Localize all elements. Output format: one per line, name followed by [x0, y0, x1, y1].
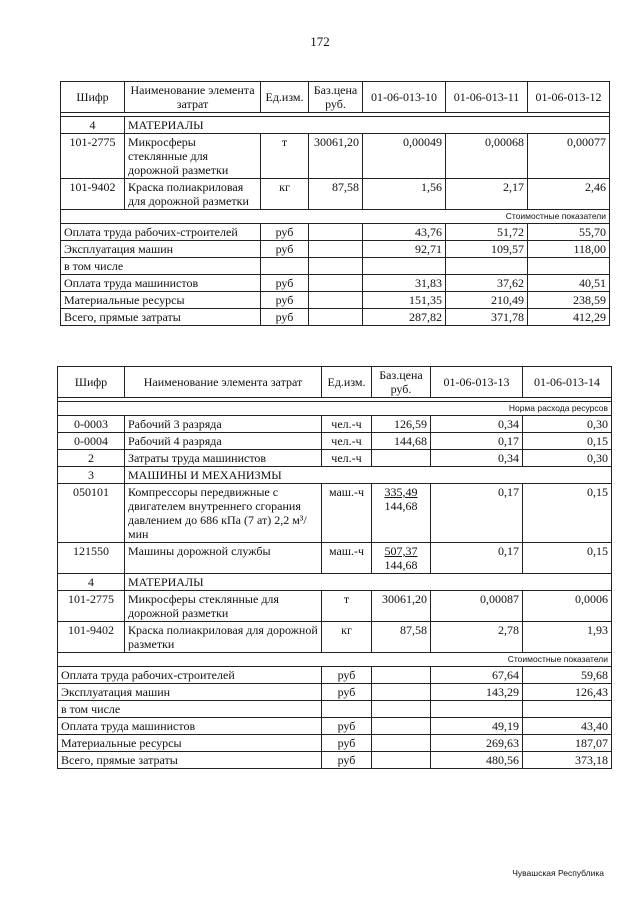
norm-caption: Норма расхода ресурсов [58, 402, 612, 416]
footer-region: Чувашская Республика [512, 868, 604, 878]
base-price: 126,59 [372, 416, 431, 433]
value-cell: 0,17 [431, 484, 523, 543]
value-cell: 371,78 [446, 309, 528, 326]
value-cell [446, 258, 528, 275]
column-header: Баз.цена руб. [372, 367, 431, 398]
cost-name: Эксплуатация машин [61, 241, 261, 258]
value-cell: 143,29 [431, 684, 523, 701]
column-header: 01-06-013-10 [363, 82, 446, 113]
value-cell: 0,34 [431, 416, 523, 433]
base-price: 87,58 [309, 179, 363, 210]
cost-row [58, 752, 612, 769]
cost-row [58, 735, 612, 752]
value-cell: 0,30 [523, 416, 612, 433]
column-header: Ед.изм. [322, 367, 372, 398]
unit-cell: руб [261, 309, 309, 326]
column-header: Баз.цена руб. [309, 82, 363, 113]
value-cell: 287,82 [363, 309, 446, 326]
base-price [372, 718, 431, 735]
column-header: Шифр [58, 367, 125, 398]
table-row [58, 433, 612, 450]
operator-price: 144,68 [384, 499, 418, 513]
resource-code: 2 [58, 450, 125, 467]
base-price [309, 309, 363, 326]
value-cell: 43,76 [363, 224, 446, 241]
base-price: 144,68 [372, 433, 431, 450]
unit-cell: руб [261, 275, 309, 292]
base-price [309, 241, 363, 258]
value-cell: 67,64 [431, 667, 523, 684]
section-row [58, 467, 612, 484]
column-header: Наименование элемента затрат [125, 82, 261, 113]
resource-name: Рабочий 3 разряда [125, 416, 322, 433]
base-price [309, 258, 363, 275]
section-title: МАШИНЫ И МЕХАНИЗМЫ [125, 467, 612, 484]
cost-name: Всего, прямые затраты [61, 309, 261, 326]
section-code: 4 [61, 117, 125, 134]
cost-caption: Стоимостные показатели [58, 653, 612, 667]
unit-cell: т [322, 591, 372, 622]
cost-caption: Стоимостные показатели [61, 210, 610, 224]
cost-name: Материальные ресурсы [58, 735, 322, 752]
value-cell: 2,17 [446, 179, 528, 210]
unit-cell: кг [322, 622, 372, 653]
value-cell: 37,62 [446, 275, 528, 292]
value-cell: 59,68 [523, 667, 612, 684]
resource-table-1 [60, 81, 610, 326]
column-header: Наименование элемента затрат [125, 367, 322, 398]
resource-code: 0-0003 [58, 416, 125, 433]
value-cell [523, 701, 612, 718]
value-cell: 0,00077 [528, 134, 610, 179]
resource-name: Затраты труда машинистов [125, 450, 322, 467]
header-row [58, 367, 612, 398]
header-row [61, 82, 610, 113]
section-code: 4 [58, 574, 125, 591]
base-price [309, 224, 363, 241]
cost-row [61, 258, 610, 275]
resource-code: 101-2775 [61, 134, 125, 179]
table-row [58, 543, 612, 574]
cost-row [58, 684, 612, 701]
unit-cell: руб [261, 224, 309, 241]
unit-cell [261, 258, 309, 275]
value-cell: 238,59 [528, 292, 610, 309]
base-price [372, 667, 431, 684]
unit-cell: руб [322, 735, 372, 752]
value-cell: 373,18 [523, 752, 612, 769]
table-row [58, 416, 612, 433]
resource-code: 050101 [58, 484, 125, 543]
caption-row [61, 210, 610, 224]
table-row [61, 134, 610, 179]
value-cell: 43,40 [523, 718, 612, 735]
column-header: 01-06-013-14 [523, 367, 612, 398]
section-code: 3 [58, 467, 125, 484]
table-row [58, 450, 612, 467]
unit-cell: руб [322, 718, 372, 735]
base-price [372, 484, 431, 543]
cost-name: Всего, прямые затраты [58, 752, 322, 769]
operator-price: 144,68 [384, 558, 418, 572]
column-header: Шифр [61, 82, 125, 113]
cost-row [61, 275, 610, 292]
base-price [372, 450, 431, 467]
value-cell: 92,71 [363, 241, 446, 258]
unit-cell: руб [322, 752, 372, 769]
unit-cell: маш.-ч [322, 484, 372, 543]
cost-name: Оплата труда рабочих-строителей [61, 224, 261, 241]
base-price [372, 701, 431, 718]
value-cell: 2,46 [528, 179, 610, 210]
value-cell: 1,56 [363, 179, 446, 210]
machine-price: 507,37 [384, 544, 418, 558]
cost-row [58, 667, 612, 684]
table-row [58, 591, 612, 622]
base-price [372, 684, 431, 701]
table-row [61, 179, 610, 210]
machine-price: 335,49 [384, 485, 418, 499]
unit-cell: чел.-ч [322, 450, 372, 467]
caption-row [58, 402, 612, 416]
section-title: МАТЕРИАЛЫ [125, 117, 610, 134]
resource-name: Краска полиакриловая для дорожной разметки [125, 622, 322, 653]
resource-code: 101-9402 [61, 179, 125, 210]
value-cell: 269,63 [431, 735, 523, 752]
value-cell: 40,51 [528, 275, 610, 292]
resource-code: 101-2775 [58, 591, 125, 622]
value-cell: 0,15 [523, 433, 612, 450]
column-header: Ед.изм. [261, 82, 309, 113]
value-cell: 55,70 [528, 224, 610, 241]
value-cell: 0,34 [431, 450, 523, 467]
cost-name: Оплата труда машинистов [58, 718, 322, 735]
base-price [309, 292, 363, 309]
base-price [372, 543, 431, 574]
value-cell: 109,57 [446, 241, 528, 258]
column-header: 01-06-013-12 [528, 82, 610, 113]
cost-name: в том числе [61, 258, 261, 275]
value-cell: 210,49 [446, 292, 528, 309]
value-cell: 0,15 [523, 543, 612, 574]
value-cell: 0,0006 [523, 591, 612, 622]
base-price: 87,58 [372, 622, 431, 653]
value-cell [528, 258, 610, 275]
resource-code: 121550 [58, 543, 125, 574]
unit-cell: руб [261, 292, 309, 309]
value-cell: 151,35 [363, 292, 446, 309]
value-cell: 0,17 [431, 543, 523, 574]
unit-cell: кг [261, 179, 309, 210]
resource-code: 0-0004 [58, 433, 125, 450]
value-cell: 0,15 [523, 484, 612, 543]
cost-name: в том числе [58, 701, 322, 718]
cost-row [58, 701, 612, 718]
section-title: МАТЕРИАЛЫ [125, 574, 612, 591]
value-cell [363, 258, 446, 275]
base-price: 30061,20 [309, 134, 363, 179]
cost-row [58, 718, 612, 735]
cost-row [61, 309, 610, 326]
value-cell: 0,17 [431, 433, 523, 450]
value-cell: 187,07 [523, 735, 612, 752]
value-cell: 126,43 [523, 684, 612, 701]
resource-name: Компрессоры передвижные с двигателем внутреннего сгорания давлением до 686 кПа (7 ат) 2,2 м³/мин [125, 484, 322, 543]
value-cell: 49,19 [431, 718, 523, 735]
page-number: 172 [310, 34, 330, 49]
cost-row [61, 224, 610, 241]
value-cell: 31,83 [363, 275, 446, 292]
resource-name: Микросферы стеклянные для дорожной разметки [125, 591, 322, 622]
unit-cell: руб [322, 667, 372, 684]
table-row [58, 484, 612, 543]
resource-name: Машины дорожной службы [125, 543, 322, 574]
value-cell: 0,00049 [363, 134, 446, 179]
caption-row [58, 653, 612, 667]
cost-name: Оплата труда машинистов [61, 275, 261, 292]
unit-cell [322, 701, 372, 718]
cost-row [61, 241, 610, 258]
unit-cell: маш.-ч [322, 543, 372, 574]
value-cell: 412,29 [528, 309, 610, 326]
unit-cell: чел.-ч [322, 433, 372, 450]
cost-row [61, 292, 610, 309]
value-cell: 480,56 [431, 752, 523, 769]
base-price [309, 275, 363, 292]
base-price [372, 752, 431, 769]
column-header: 01-06-013-11 [446, 82, 528, 113]
resource-name: Рабочий 4 разряда [125, 433, 322, 450]
value-cell: 0,00068 [446, 134, 528, 179]
value-cell [431, 701, 523, 718]
resource-name: Микросферы стеклянные для дорожной разметки [125, 134, 261, 179]
resource-name: Краска полиакриловая для дорожной разметки [125, 179, 261, 210]
value-cell: 118,00 [528, 241, 610, 258]
column-header: 01-06-013-13 [431, 367, 523, 398]
unit-cell: т [261, 134, 309, 179]
value-cell: 1,93 [523, 622, 612, 653]
cost-name: Материальные ресурсы [61, 292, 261, 309]
resource-table-2 [57, 366, 612, 769]
base-price [372, 735, 431, 752]
section-row [61, 117, 610, 134]
resource-code: 101-9402 [58, 622, 125, 653]
value-cell: 0,30 [523, 450, 612, 467]
section-row [58, 574, 612, 591]
cost-name: Оплата труда рабочих-строителей [58, 667, 322, 684]
unit-cell: руб [261, 241, 309, 258]
value-cell: 2,78 [431, 622, 523, 653]
value-cell: 0,00087 [431, 591, 523, 622]
base-price: 30061,20 [372, 591, 431, 622]
unit-cell: чел.-ч [322, 416, 372, 433]
table-row [58, 622, 612, 653]
unit-cell: руб [322, 684, 372, 701]
cost-name: Эксплуатация машин [58, 684, 322, 701]
value-cell: 51,72 [446, 224, 528, 241]
